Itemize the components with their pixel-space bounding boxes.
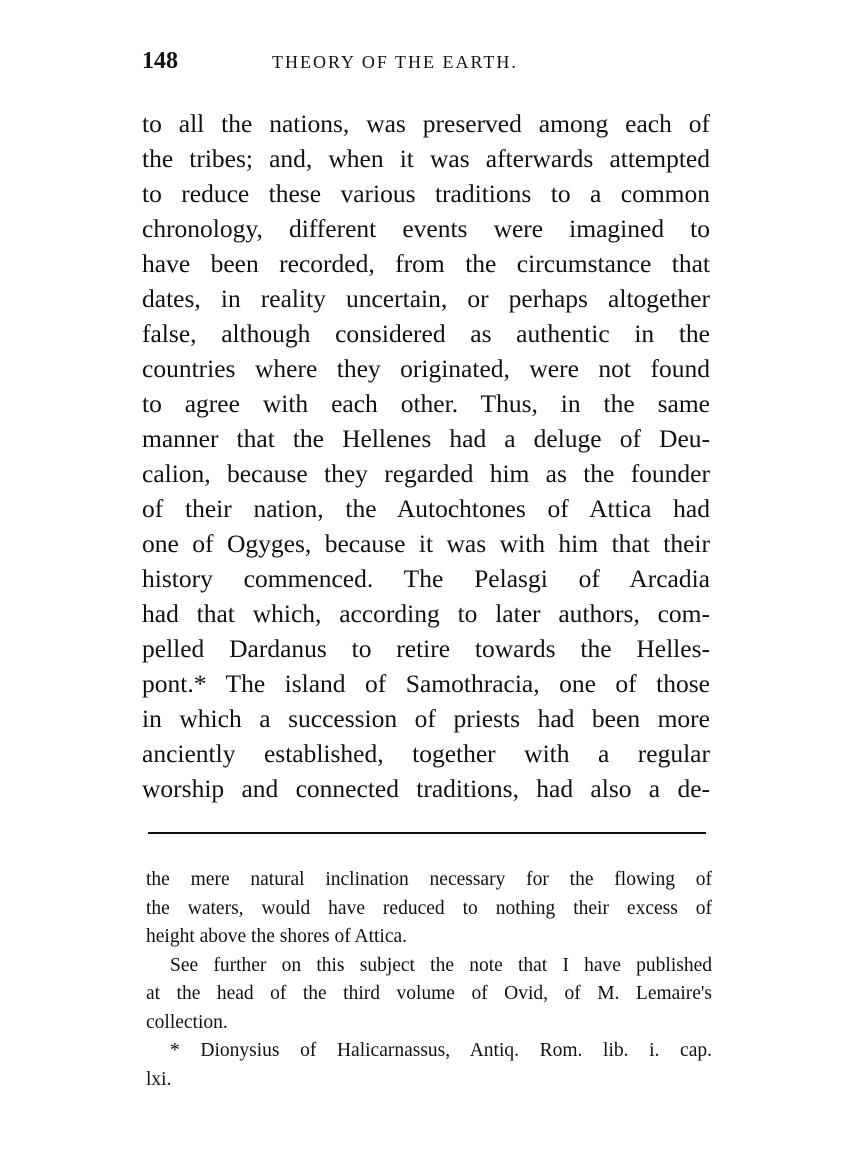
text-line: calion, because they regarded him as the founder [142, 459, 710, 488]
text-line: chronology, different events were imagined to [142, 214, 710, 243]
text-line: anciently established, together with a regular [142, 739, 710, 768]
text-line: pelled Dardanus to retire towards the Helles- [142, 634, 710, 663]
footnote-line: at the head of the third volume of Ovid, of M. Lemaire's [146, 983, 712, 1004]
footnote-line: See further on this subject the note that I have published [170, 954, 712, 976]
running-title: THEORY OF THE EARTH. [272, 52, 518, 72]
text-line: manner that the Hellenes had a deluge of Deu- [142, 424, 710, 453]
text-line: one of Ogyges, because it was with him that their [142, 529, 710, 558]
footnote-divider [148, 832, 706, 834]
footnote-line: collection. [146, 1011, 228, 1033]
footnote-line: height above the shores of Attica. [146, 926, 408, 947]
footnote-line: the waters, would have reduced to nothing their excess of [146, 897, 712, 919]
footnote-line: lxi. [146, 1068, 172, 1090]
text-line: in which a succession of priests had been more [142, 704, 710, 733]
text-line: of their nation, the Autochtones of Attica had [142, 494, 710, 523]
text-line: to agree with each other. Thus, in the same [142, 389, 710, 418]
text-line: to reduce these various traditions to a common [142, 179, 710, 208]
page-number: 148 [142, 48, 178, 74]
text-line: have been recorded, from the circumstance that [142, 249, 710, 278]
main-text [142, 106, 710, 806]
text-line: countries where they originated, were not found [142, 354, 710, 383]
footnotes [146, 866, 712, 1094]
running-head [142, 48, 710, 78]
text-line: dates, in reality uncertain, or perhaps altogether [142, 284, 710, 313]
text-line: worship and connected traditions, had also a de- [142, 774, 710, 803]
text-line: pont.* The island of Samothracia, one of those [142, 669, 710, 698]
text-line: history commenced. The Pelasgi of Arcadia [142, 564, 710, 593]
text-line: the tribes; and, when it was afterwards attempted [142, 144, 710, 173]
text-line: to all the nations, was preserved among each of [142, 109, 710, 138]
footnote-line: the mere natural inclination necessary for the flowing of [146, 869, 712, 890]
footnote-line: * Dionysius of Halicarnassus, Antiq. Rom. lib. i. cap. [170, 1040, 712, 1061]
text-line: false, although considered as authentic in the [142, 319, 710, 348]
text-line: had that which, according to later authors, com- [142, 599, 710, 628]
